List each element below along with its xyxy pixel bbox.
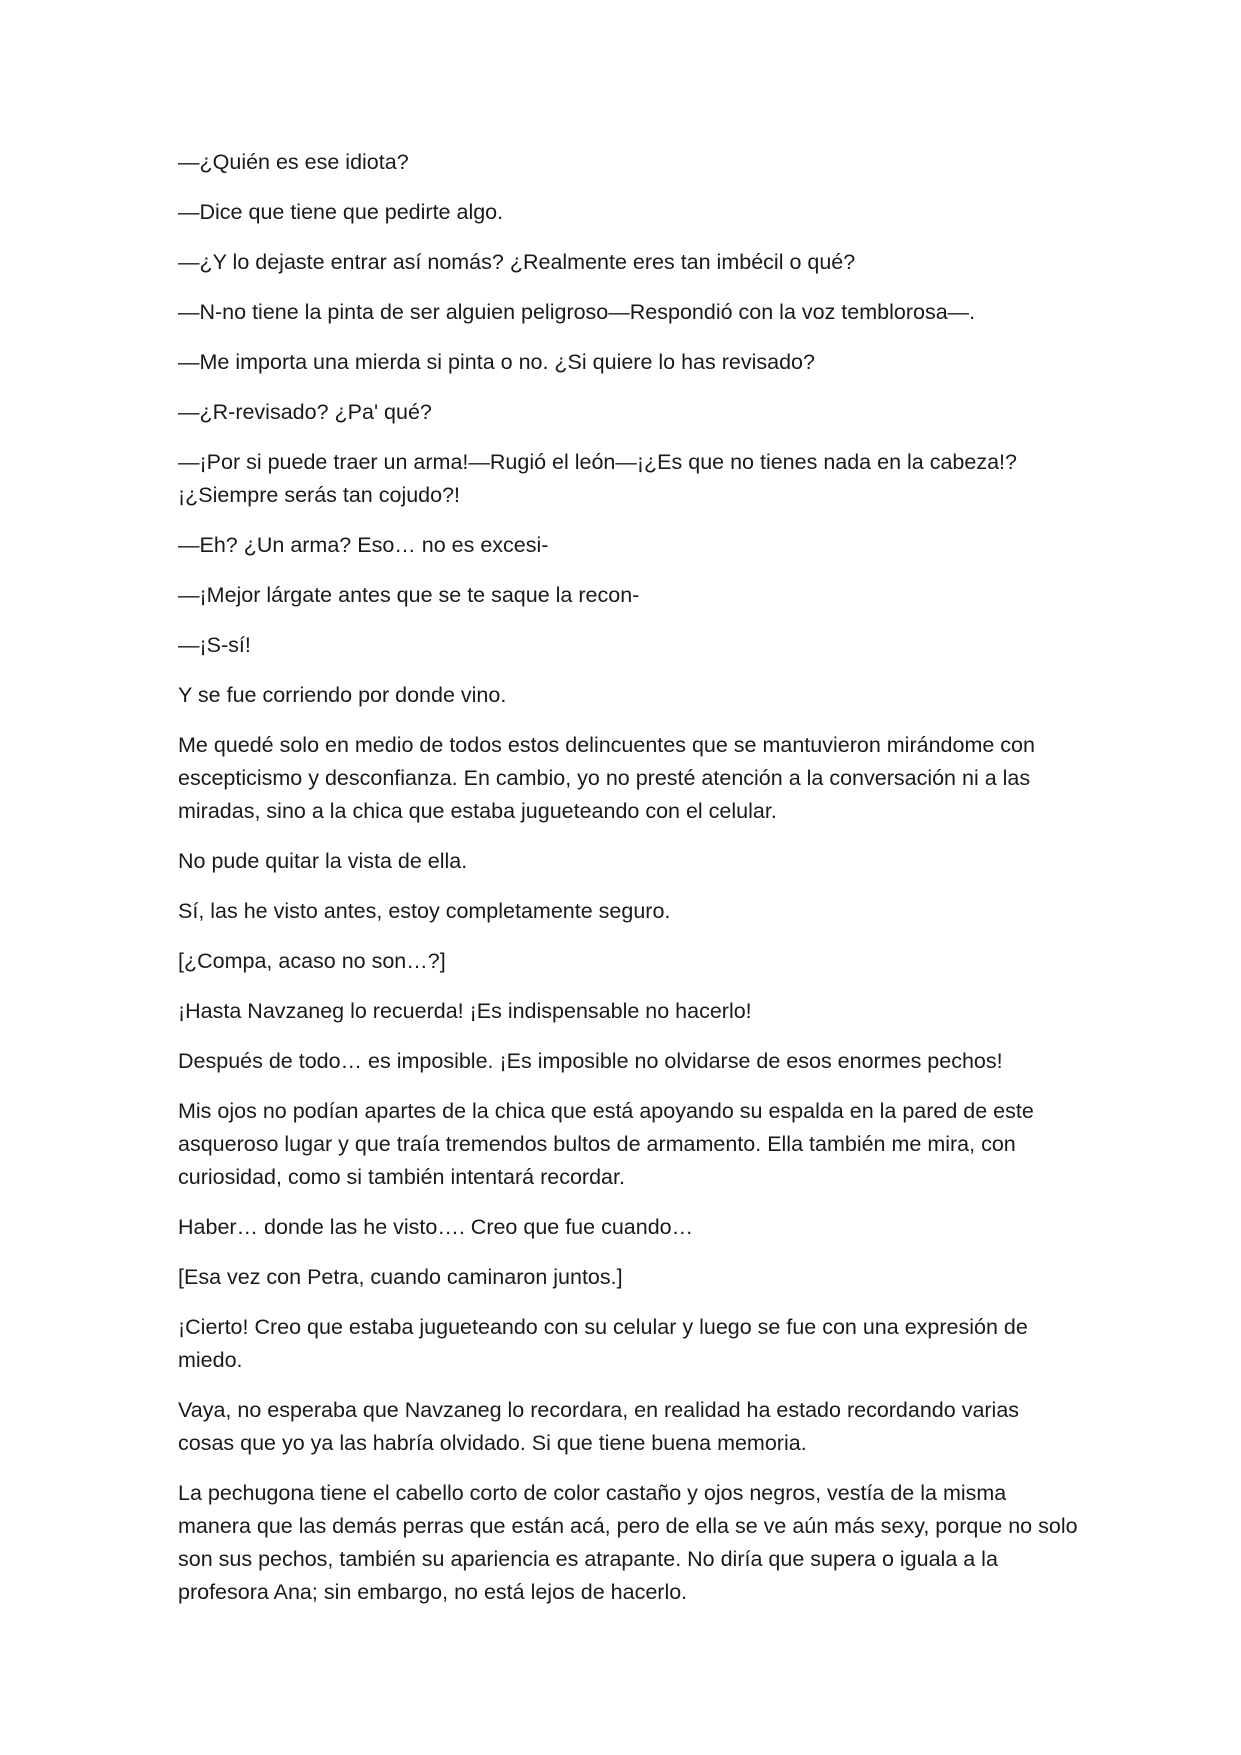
paragraph: No pude quitar la vista de ella. <box>178 849 468 873</box>
paragraph: Me quedé solo en medio de todos estos delincuentes que se mantuvieron mirándome con escepticismo y desconfianza. En cambio, yo no presté atención a la conversación ni a las miradas, sino a la chica que estaba jugueteando con el celular. <box>178 733 1035 823</box>
paragraph: —¡Mejor lárgate antes que se te saque la recon- <box>178 583 640 607</box>
paragraph: —Me importa una mierda si pinta o no. ¿Si quiere lo has revisado? <box>178 350 815 374</box>
paragraph: Sí, las he visto antes, estoy completamente seguro. <box>178 899 671 923</box>
paragraph: ¡Hasta Navzaneg lo recuerda! ¡Es indispensable no hacerlo! <box>178 999 752 1023</box>
paragraph: Mis ojos no podían apartes de la chica que está apoyando su espalda en la pared de este asqueroso lugar y que traía tremendos bultos de armamento. Ella también me mira, con curiosidad, como si también intentará recordar. <box>178 1099 1034 1189</box>
paragraph: —¿Y lo dejaste entrar así nomás? ¿Realmente eres tan imbécil o qué? <box>178 250 856 274</box>
paragraph: —N-no tiene la pinta de ser alguien peligroso—Respondió con la voz temblorosa—. <box>178 300 976 324</box>
paragraph: —¿R-revisado? ¿Pa' qué? <box>178 400 432 424</box>
paragraph: La pechugona tiene el cabello corto de color castaño y ojos negros, vestía de la misma manera que las demás perras que están acá, pero de ella se ve aún más sexy, porque no solo son sus pechos, también su apariencia es atrapante. No diría que supera o iguala a la profesora Ana; sin embargo, no está lejos de hacerlo. <box>178 1481 1078 1604</box>
paragraph: —¡S-sí! <box>178 633 251 657</box>
paragraph: ¡Cierto! Creo que estaba jugueteando con su celular y luego se fue con una expresión de miedo. <box>178 1315 1028 1372</box>
paragraph: Después de todo… es imposible. ¡Es imposible no olvidarse de esos enormes pechos! <box>178 1049 1003 1073</box>
paragraph: —Eh? ¿Un arma? Eso… no es excesi- <box>178 533 549 557</box>
paragraph: —¿Quién es ese idiota? <box>178 150 409 174</box>
paragraph: Y se fue corriendo por donde vino. <box>178 683 507 707</box>
paragraph: [Esa vez con Petra, cuando caminaron juntos.] <box>178 1265 623 1289</box>
paragraph: —¡Por si puede traer un arma!—Rugió el león—¡¿Es que no tienes nada en la cabeza!? ¡¿Siempre serás tan cojudo?! <box>178 450 1017 507</box>
paragraph: [¿Compa, acaso no son…?] <box>178 949 446 973</box>
paragraph: Vaya, no esperaba que Navzaneg lo recordara, en realidad ha estado recordando varias cosas que yo ya las habría olvidado. Si que tiene buena memoria. <box>178 1398 1020 1455</box>
text-body <box>178 146 1078 1626</box>
paragraph: Haber… donde las he visto…. Creo que fue cuando… <box>178 1215 694 1239</box>
paragraph: —Dice que tiene que pedirte algo. <box>178 200 504 224</box>
